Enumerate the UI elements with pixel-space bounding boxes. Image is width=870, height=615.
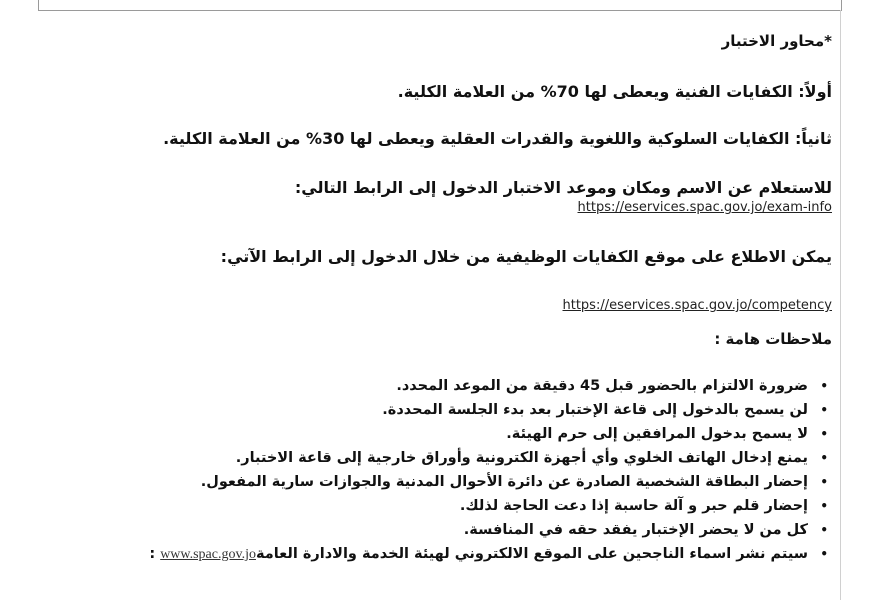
list-item xyxy=(149,446,830,470)
note-text: لن يسمح بالدخول إلى قاعة الإختبار بعد بدء الجلسة المحددة. xyxy=(382,402,808,418)
spac-website-link[interactable]: www.spac.gov.jo xyxy=(160,547,256,562)
important-notes-title: ملاحظات هامة : xyxy=(714,330,832,348)
exam-axes-heading: *محاور الاختبار xyxy=(721,32,832,50)
list-item xyxy=(149,398,830,422)
technical-competencies-line: أولاً: الكفايات الفنية ويعطى لها 70% من العلامة الكلية. xyxy=(397,82,832,101)
list-item xyxy=(149,518,830,542)
bullet-marker: • xyxy=(820,547,828,561)
bullet-marker: • xyxy=(820,523,828,537)
bullet-marker: • xyxy=(820,475,828,489)
note-text: ضرورة الالتزام بالحضور قبل 45 دقيقة من الموعد المحدد. xyxy=(396,378,808,394)
behavioral-competencies-line: ثانياً: الكفايات السلوكية واللغوية والقدرات العقلية ويعطى لها 30% من العلامة الكلية. xyxy=(163,129,832,148)
notes-list xyxy=(149,374,830,566)
inquiry-instruction: للاستعلام عن الاسم ومكان وموعد الاختبار الدخول إلى الرابط التالي: xyxy=(294,178,832,197)
exam-info-link[interactable]: https://eservices.spac.gov.jo/exam-info xyxy=(577,200,832,215)
right-frame-border xyxy=(840,10,841,600)
note-text: كل من لا يحضر الإختبار يفقد حقه في المنافسة. xyxy=(463,522,808,538)
list-item xyxy=(149,470,830,494)
bullet-marker: • xyxy=(820,379,828,393)
list-item xyxy=(149,374,830,398)
bullet-marker: • xyxy=(820,499,828,513)
bullet-marker: • xyxy=(820,451,828,465)
note-text: إحضار قلم حبر و آلة حاسبة إذا دعت الحاجة لذلك. xyxy=(459,498,808,514)
bullet-marker: • xyxy=(820,403,828,417)
competency-instruction: يمكن الاطلاع على موقع الكفايات الوظيفية من خلال الدخول إلى الرابط الآتي: xyxy=(220,247,832,266)
note-text: إحضار البطاقة الشخصية الصادرة عن دائرة الأحوال المدنية والجوازات سارية المفعول. xyxy=(200,474,808,490)
top-frame-border xyxy=(38,0,842,11)
list-item xyxy=(149,422,830,446)
competency-link[interactable]: https://eservices.spac.gov.jo/competency xyxy=(562,298,832,313)
note-text: يمنع إدخال الهاتف الخلوي وأي أجهزة الكترونية وأوراق خارجية إلى قاعة الاختبار. xyxy=(235,450,808,466)
list-item xyxy=(149,494,830,518)
note-suffix: : xyxy=(149,546,161,562)
bullet-marker: • xyxy=(820,427,828,441)
list-item xyxy=(149,542,830,566)
note-text: سيتم نشر اسماء الناجحين على الموقع الالكتروني لهيئة الخدمة والادارة العامة xyxy=(255,546,808,562)
note-text: لا يسمح بدخول المرافقين إلى حرم الهيئة. xyxy=(506,426,808,442)
